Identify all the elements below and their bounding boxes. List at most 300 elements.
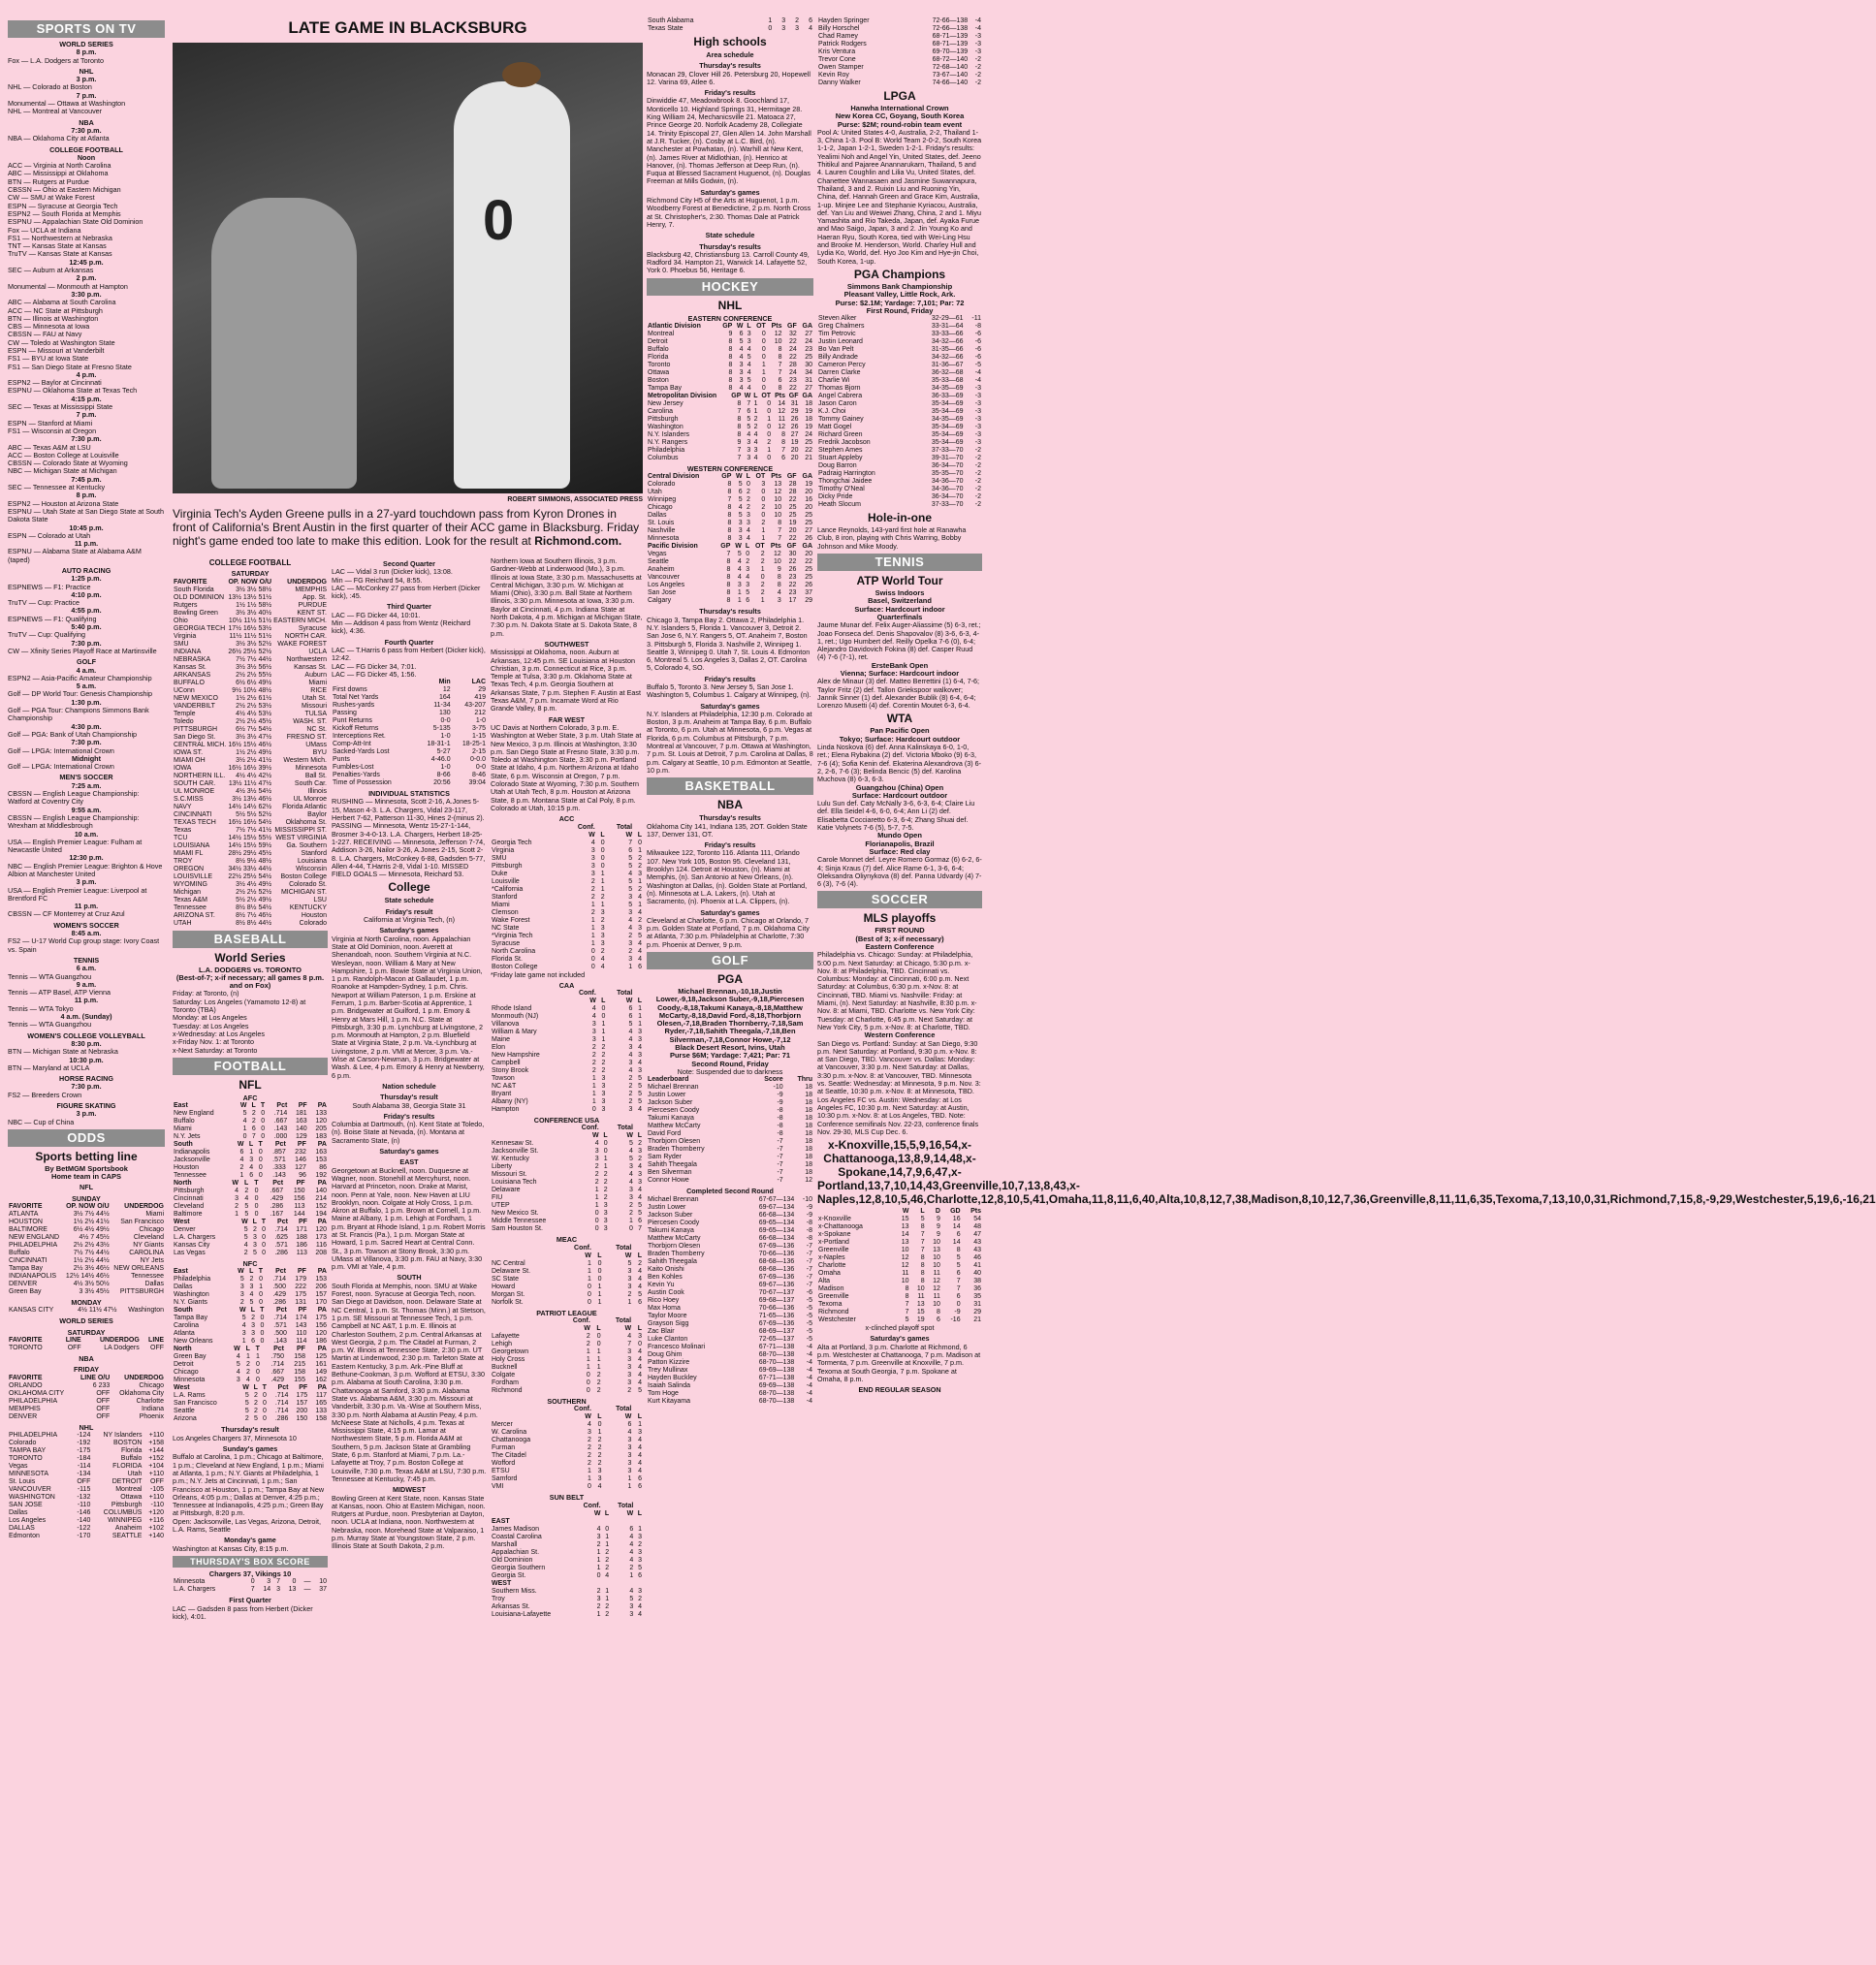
table-row bbox=[647, 496, 813, 504]
table-cell: Pittsburgh bbox=[174, 1188, 205, 1195]
table-row bbox=[332, 748, 487, 756]
table-cell: .625 bbox=[274, 1234, 288, 1242]
table-cell bbox=[634, 1518, 643, 1526]
table-cell: 8 bbox=[726, 589, 731, 597]
table-cell: .286 bbox=[274, 1250, 288, 1257]
table-cell: 2 bbox=[638, 916, 642, 924]
table-cell: 66-68—134 bbox=[758, 1234, 795, 1242]
table-cell: 4½ 4½ 53½ bbox=[236, 710, 272, 717]
table-row bbox=[491, 1444, 643, 1452]
table-cell: 2 bbox=[596, 1602, 601, 1610]
table-cell: Stanford bbox=[492, 893, 518, 901]
table-cell: 183 bbox=[315, 1133, 327, 1141]
tv-time: 7:25 a.m. bbox=[71, 780, 102, 790]
table-cell: W. Carolina bbox=[492, 1429, 527, 1437]
table-cell: Colorado St. bbox=[289, 880, 327, 888]
table-cell: .286 bbox=[270, 1203, 284, 1211]
column-header bbox=[332, 679, 416, 686]
column-header: GA bbox=[802, 393, 812, 400]
table-cell: 18 bbox=[805, 1138, 812, 1146]
tv-time: 7 p.m. bbox=[76, 90, 97, 100]
table-row bbox=[173, 649, 328, 656]
table-cell: 3 bbox=[628, 955, 633, 963]
table-cell: 0 bbox=[261, 1118, 266, 1125]
tv-listing: NBC — Cup of China bbox=[8, 1117, 75, 1126]
table-row bbox=[491, 909, 643, 917]
table-cell: 5 bbox=[249, 1299, 254, 1307]
table-cell: -2 bbox=[974, 493, 981, 501]
table-cell: CAROLINA bbox=[129, 1250, 164, 1257]
tv-listing: Golf — PGA: Bank of Utah Championship bbox=[8, 729, 138, 739]
table-cell: 174 bbox=[295, 1315, 307, 1322]
table-cell: Missouri St. bbox=[492, 1171, 527, 1179]
table-cell: 2 bbox=[600, 916, 605, 924]
column-header: GP bbox=[731, 393, 742, 400]
table-cell: x-Spokane bbox=[818, 1231, 851, 1239]
table-cell: 25 bbox=[805, 574, 812, 582]
table-row bbox=[173, 1315, 328, 1322]
table-cell: INDIANA bbox=[174, 648, 202, 655]
table-cell: Georgia Southern bbox=[492, 1564, 546, 1571]
table-cell: 175 bbox=[315, 1315, 327, 1322]
table-row bbox=[491, 1276, 643, 1284]
table-cell: 4½ 7 45½ bbox=[79, 1234, 110, 1242]
table-cell: New England bbox=[174, 1110, 214, 1118]
table-cell: 2 bbox=[591, 1067, 596, 1075]
table-cell: 74-66—140 bbox=[932, 79, 969, 86]
tv-listing: USA — English Premier League: Liverpool at Brentford FC bbox=[8, 885, 147, 903]
table-cell: 173 bbox=[315, 1234, 327, 1242]
table-cell: -4 bbox=[974, 25, 981, 32]
table-cell: 3 bbox=[777, 597, 781, 605]
table-cell: K.J. Choi bbox=[818, 408, 846, 416]
table-cell: 4 bbox=[638, 1371, 642, 1379]
table-row bbox=[817, 1231, 982, 1239]
table-cell: Cleveland bbox=[174, 1203, 205, 1211]
table-cell: -8 bbox=[806, 1219, 812, 1226]
table-cell: 26 bbox=[805, 535, 812, 543]
table-cell: 2 bbox=[628, 947, 633, 955]
table-header bbox=[491, 832, 643, 840]
table-cell: 2 bbox=[597, 1460, 602, 1468]
table-cell: 19 bbox=[916, 1316, 925, 1324]
column-header: L bbox=[637, 1509, 642, 1517]
caption-link[interactable]: Richmond.com. bbox=[534, 534, 622, 548]
table-cell: 3 bbox=[746, 566, 750, 574]
table-cell: Chad Ramey bbox=[818, 33, 858, 40]
table-row bbox=[8, 1413, 165, 1421]
table-cell: 0 bbox=[603, 1140, 608, 1148]
table-cell: 1 bbox=[629, 1218, 633, 1225]
table-row bbox=[173, 734, 328, 742]
table-cell: 1 bbox=[588, 1468, 591, 1475]
division-name: West bbox=[174, 1219, 190, 1226]
table-cell: 9 bbox=[937, 1223, 940, 1231]
nfl-monday-game: Washington at Kansas City, 8:15 p.m. bbox=[173, 1543, 289, 1553]
table-cell: -122 bbox=[77, 1524, 91, 1532]
table-cell: Patrick Rodgers bbox=[818, 41, 867, 48]
table-cell: 26½ 25½ 52½ bbox=[228, 648, 272, 655]
table-cell: 2 bbox=[596, 1587, 601, 1595]
table-cell: 22 bbox=[805, 558, 812, 566]
table-cell: 186 bbox=[296, 1242, 307, 1250]
table-row bbox=[173, 625, 328, 633]
table-cell: 6 bbox=[251, 1338, 256, 1346]
table-cell: 12½ 14½ 46½ bbox=[65, 1273, 110, 1281]
table-row bbox=[647, 1123, 813, 1130]
table-cell: 3 bbox=[596, 1595, 601, 1602]
table-cell: 163 bbox=[295, 1118, 307, 1125]
table-cell: 6 bbox=[638, 963, 642, 970]
table-cell: 34-36—70 bbox=[931, 486, 964, 493]
table-cell: .000 bbox=[273, 1133, 288, 1141]
table-cell: 1 bbox=[597, 1429, 602, 1437]
table-cell: 2 bbox=[590, 893, 595, 901]
table-cell: Rico Hoey bbox=[648, 1296, 680, 1304]
table-cell: Colgate bbox=[492, 1371, 516, 1379]
mls-title: MLS playoffs bbox=[863, 911, 937, 926]
table-row bbox=[491, 1163, 643, 1171]
table-cell: 3 bbox=[627, 1267, 632, 1275]
table-row bbox=[173, 602, 328, 610]
table-cell: Sahith Theegala bbox=[648, 1161, 697, 1169]
table-cell: 120 bbox=[315, 1118, 327, 1125]
table-cell: 2 bbox=[251, 1315, 256, 1322]
tv-time: 7:30 p.m. bbox=[71, 738, 102, 747]
tv-time: 4:15 p.m. bbox=[71, 394, 102, 403]
table-cell: 2 bbox=[601, 1067, 606, 1075]
table-cell: 3 bbox=[638, 1029, 642, 1036]
table-cell: Hayden Buckley bbox=[648, 1374, 697, 1381]
table-cell: Kansas City bbox=[174, 1242, 210, 1250]
column-header: PA bbox=[317, 1384, 327, 1392]
bou-event: Michael Brennan,-10,18,Justin Lower,-9,18,Jackson Suber,-9,18,Piercesen Coody,-8,18,Takumi Kanaya,-8,18,Matthew McCarty,-8,18,David Ford,-8,18,Thorbjorn Olesen,-7,18,Braden Thornberry,-7,18,Sam Ryder,-7,18,Sahith Theegala,-7,18,Ben Silverman,-7,18,Connor Howe,-7,12 bbox=[655, 987, 805, 1044]
table-cell: 5 bbox=[244, 1211, 249, 1219]
lpga-event: Hanwha International Crown bbox=[850, 104, 949, 112]
table-cell: 23 bbox=[788, 377, 797, 385]
box-score-head: Chargers 37, Vikings 10 bbox=[208, 1569, 292, 1578]
table-cell: 3 bbox=[251, 1322, 256, 1330]
table-cell: 5 bbox=[629, 1140, 633, 1148]
table-cell: Buffalo bbox=[648, 346, 669, 354]
table-cell: 43 bbox=[973, 1247, 981, 1254]
usl-table bbox=[817, 1208, 982, 1324]
table-cell: 3 bbox=[627, 1468, 632, 1475]
table-cell: Piercesen Coody bbox=[648, 1219, 700, 1226]
table-cell: 43-207 bbox=[464, 702, 486, 710]
odds-nhl-label: NHL bbox=[79, 1422, 94, 1432]
table-row bbox=[817, 64, 982, 72]
table-cell: 5-27 bbox=[436, 748, 451, 756]
table-cell: 1 bbox=[594, 1187, 599, 1194]
table-cell: Colorado bbox=[648, 481, 676, 489]
table-cell: 38 bbox=[973, 1278, 981, 1285]
table-cell bbox=[817, 1208, 894, 1216]
tv-listing: BTN — Rutgers at Purdue bbox=[8, 176, 89, 186]
table-cell: 2 bbox=[235, 1203, 238, 1211]
table-row bbox=[491, 1268, 643, 1276]
table-cell: Kansas St. bbox=[174, 663, 207, 671]
table-row bbox=[817, 1247, 982, 1254]
table-cell: .667 bbox=[273, 1118, 288, 1125]
table-cell: 8½ 8½ 44½ bbox=[236, 919, 272, 927]
table-cell: Minnesota bbox=[174, 1578, 206, 1586]
table-row bbox=[647, 1266, 813, 1274]
table-cell: Ga. Southern bbox=[286, 841, 327, 849]
table-cell: 0 bbox=[262, 1250, 267, 1257]
table-cell: 1 bbox=[594, 1202, 599, 1210]
table-cell: 10 bbox=[774, 558, 781, 566]
table-row bbox=[332, 764, 487, 772]
table-cell: 24 bbox=[805, 431, 812, 439]
table-cell: 113 bbox=[296, 1250, 307, 1257]
table-row bbox=[173, 819, 328, 827]
table-cell: 1 bbox=[588, 1475, 591, 1483]
table-cell: 4 bbox=[753, 439, 758, 447]
table-cell: 36 bbox=[973, 1285, 981, 1293]
table-cell bbox=[610, 1518, 634, 1526]
table-cell: 66-68—134 bbox=[758, 1211, 795, 1219]
table-row bbox=[173, 680, 328, 687]
table-row bbox=[173, 1118, 328, 1125]
table-cell: 0 bbox=[256, 1369, 260, 1377]
table-row bbox=[332, 717, 487, 725]
table-header bbox=[173, 1141, 328, 1149]
column-header: Conf. bbox=[574, 1244, 591, 1252]
table-cell: New Mexico St. bbox=[492, 1210, 539, 1218]
table-row bbox=[817, 1254, 982, 1262]
table-cell: 2 bbox=[597, 1437, 602, 1444]
table-cell: 0 bbox=[597, 1421, 602, 1429]
table-row bbox=[491, 1194, 643, 1202]
table-cell: 68-71—139 bbox=[932, 33, 969, 40]
scoring-play: LAC — FG Dicker 44, 10:01. bbox=[332, 610, 421, 619]
table-cell: +116 bbox=[148, 1516, 164, 1524]
table-cell: 7 bbox=[905, 1301, 909, 1309]
table-cell: 144 bbox=[293, 1211, 305, 1219]
column-header: L bbox=[597, 1413, 602, 1421]
table-cell: .667 bbox=[270, 1369, 284, 1377]
table-row bbox=[817, 377, 982, 385]
table-cell: 69-70—139 bbox=[932, 48, 969, 55]
table-cell: 4 bbox=[628, 870, 633, 877]
ws-game: Friday: at Toronto, (n) bbox=[173, 989, 239, 998]
tv-time: 4 p.m. bbox=[76, 369, 97, 379]
tv-listing: FS1 — BYU at Iowa State bbox=[8, 354, 89, 364]
table-row bbox=[647, 589, 813, 597]
tv-listing: ESPN2 — Houston at Arizona State bbox=[8, 498, 119, 508]
table-cell: 7 bbox=[727, 496, 732, 504]
table-row bbox=[817, 501, 982, 509]
table-cell: 22 bbox=[788, 558, 797, 566]
table-cell: 67-67—134 bbox=[758, 1195, 795, 1203]
table-row bbox=[817, 416, 982, 424]
column-header: L bbox=[251, 1102, 256, 1110]
table-row bbox=[817, 424, 982, 431]
table-cell: 4 bbox=[628, 1052, 633, 1060]
table-row bbox=[173, 641, 328, 649]
table-cell: 5 bbox=[628, 877, 633, 885]
table-cell: 2 bbox=[628, 1098, 633, 1106]
table-cell: 29 bbox=[790, 408, 799, 416]
table-cell: 8 bbox=[905, 1285, 909, 1293]
table-cell: 25 bbox=[788, 512, 797, 520]
table-cell: NC Central bbox=[492, 1259, 525, 1267]
table-cell: 3 bbox=[603, 1218, 608, 1225]
table-cell: -146 bbox=[77, 1508, 91, 1516]
table-cell: 158 bbox=[294, 1353, 305, 1361]
table-cell: 1 bbox=[596, 1355, 601, 1363]
table-row bbox=[491, 1075, 643, 1083]
tv-listing: ESPN2 — South Florida at Memphis bbox=[8, 208, 121, 218]
table-cell: 7 bbox=[920, 1247, 925, 1254]
column-header: UNDERDOG bbox=[124, 1374, 164, 1381]
table-cell: 5 bbox=[905, 1316, 909, 1324]
table-cell: Illinois bbox=[307, 787, 327, 795]
table-cell: Los Angeles bbox=[648, 582, 685, 589]
table-cell: WEST VIRGINIA bbox=[275, 834, 327, 841]
table-cell: 0 bbox=[258, 1172, 263, 1180]
table-cell: 2 bbox=[753, 424, 758, 431]
table-header bbox=[647, 473, 813, 481]
column-header: Pct bbox=[277, 1219, 288, 1226]
table-cell: TAMPA BAY bbox=[9, 1446, 47, 1454]
table-row bbox=[173, 850, 328, 858]
table-cell: Houston bbox=[301, 911, 327, 919]
table-cell: 5 bbox=[747, 424, 751, 431]
table-cell: Darren Clarke bbox=[818, 369, 861, 377]
table-cell: -2 bbox=[974, 79, 981, 86]
table-cell: Virginia bbox=[492, 846, 515, 854]
east-label: EAST bbox=[399, 1157, 419, 1167]
table-cell: 163 bbox=[315, 1149, 327, 1157]
table-row bbox=[817, 400, 982, 408]
table-row bbox=[8, 1288, 165, 1296]
table-cell: Albany (NY) bbox=[492, 1098, 528, 1106]
table-row bbox=[817, 1223, 982, 1231]
table-row bbox=[173, 912, 328, 920]
table-cell bbox=[600, 1125, 609, 1132]
table-row bbox=[647, 1227, 813, 1235]
table-cell: 6 bbox=[937, 1316, 940, 1324]
table-cell bbox=[575, 1580, 601, 1588]
table-cell: SOUTH CAR. bbox=[174, 779, 216, 787]
table-cell: 157 bbox=[296, 1400, 308, 1408]
table-row bbox=[173, 889, 328, 897]
table-cell: .143 bbox=[273, 1338, 287, 1346]
table-cell: 24 bbox=[788, 346, 797, 354]
table-cell: 4 bbox=[747, 362, 751, 369]
eastern-conf-label: EASTERN CONFERENCE bbox=[687, 313, 773, 323]
table-cell: 2 bbox=[760, 558, 765, 566]
table-cell: 6 bbox=[627, 1421, 632, 1429]
table-cell: 0 bbox=[586, 1386, 590, 1394]
table-cell: Florida Atlantic bbox=[282, 803, 327, 810]
table-row bbox=[817, 369, 982, 377]
table-row bbox=[173, 796, 328, 804]
table-cell: Thorbjorn Olesen bbox=[648, 1138, 701, 1146]
column-header: PF bbox=[299, 1384, 308, 1392]
table-cell: -7 bbox=[806, 1250, 812, 1257]
odds-ws-label: WORLD SERIES bbox=[59, 1316, 113, 1326]
column-header: UNDERDOG bbox=[124, 1203, 164, 1211]
box-score-header: THURSDAY'S BOX SCORE bbox=[173, 1556, 328, 1568]
division-name: East bbox=[174, 1102, 188, 1110]
table-cell: 47 bbox=[973, 1231, 981, 1239]
table-row bbox=[817, 470, 982, 478]
table-cell: 22 bbox=[788, 338, 797, 346]
table-cell: 4 bbox=[605, 1571, 610, 1579]
cf-saturday: SATURDAY bbox=[231, 569, 270, 579]
table-cell: .143 bbox=[273, 1125, 288, 1133]
table-cell: 120 bbox=[315, 1330, 327, 1338]
table-cell: 4 bbox=[753, 431, 758, 439]
table-cell: Texas State bbox=[648, 25, 684, 32]
table-row bbox=[8, 1509, 165, 1517]
table-row bbox=[173, 586, 328, 594]
table-cell: 36-34—70 bbox=[931, 493, 964, 501]
cf-lines-title: COLLEGE FOOTBALL bbox=[208, 558, 292, 567]
odds-saturday-label: SATURDAY bbox=[67, 1327, 106, 1337]
table-cell: 0 bbox=[250, 1578, 255, 1586]
table-cell: Fredrik Jacobson bbox=[818, 439, 871, 447]
table-cell: 3 bbox=[627, 1444, 632, 1452]
table-cell: 2 bbox=[605, 1556, 610, 1564]
thu-result-label2: Thursday's result bbox=[380, 1093, 438, 1102]
table-cell: 12 bbox=[774, 489, 782, 496]
column-header: FAVORITE bbox=[9, 1203, 43, 1211]
table-row bbox=[647, 346, 813, 354]
column-header: T bbox=[262, 1384, 267, 1392]
table-cell: 5 bbox=[638, 1091, 642, 1098]
table-cell: Middle Tennessee bbox=[492, 1218, 547, 1225]
table-row bbox=[332, 779, 487, 787]
table-row bbox=[173, 1291, 328, 1299]
table-cell: 8 bbox=[727, 504, 732, 512]
table-cell: Minnesota bbox=[295, 764, 327, 772]
table-cell: 175 bbox=[296, 1392, 308, 1400]
table-cell: 3 bbox=[600, 932, 605, 939]
table-cell: 1 bbox=[753, 400, 758, 408]
table-cell: Justin Leonard bbox=[818, 338, 863, 346]
conference-table bbox=[491, 1503, 643, 1619]
table-row bbox=[173, 1125, 328, 1133]
table-cell: 29 bbox=[973, 1309, 981, 1316]
table-cell: 5 bbox=[737, 551, 742, 558]
table-cell: Tampa Bay bbox=[648, 385, 683, 393]
table-cell: WASHINGTON bbox=[9, 1493, 55, 1501]
table-cell: 5 bbox=[629, 1156, 633, 1163]
table-cell: Doug Ghim bbox=[648, 1350, 683, 1358]
table-cell: 8 bbox=[726, 582, 731, 589]
table-cell: Jackson Suber bbox=[648, 1211, 693, 1219]
table-cell: -4 bbox=[806, 1381, 812, 1389]
column-header: T bbox=[255, 1346, 260, 1353]
table-cell: 10 bbox=[933, 1262, 940, 1270]
table-cell: 5 bbox=[241, 1315, 246, 1322]
table-cell: 68-72—140 bbox=[932, 56, 969, 63]
table-cell: +152 bbox=[148, 1454, 164, 1462]
table-cell: 3 bbox=[638, 1548, 642, 1556]
table-cell: 2 bbox=[243, 1250, 248, 1257]
table-cell: Columbus bbox=[648, 455, 679, 462]
column-header: L bbox=[596, 1324, 601, 1332]
table-cell: 4 bbox=[591, 1005, 596, 1013]
table-cell: 0-0 bbox=[475, 764, 486, 772]
table-cell: 1 bbox=[767, 416, 772, 424]
table-cell: Los Angeles bbox=[9, 1516, 47, 1524]
column-header: L bbox=[248, 1141, 254, 1149]
